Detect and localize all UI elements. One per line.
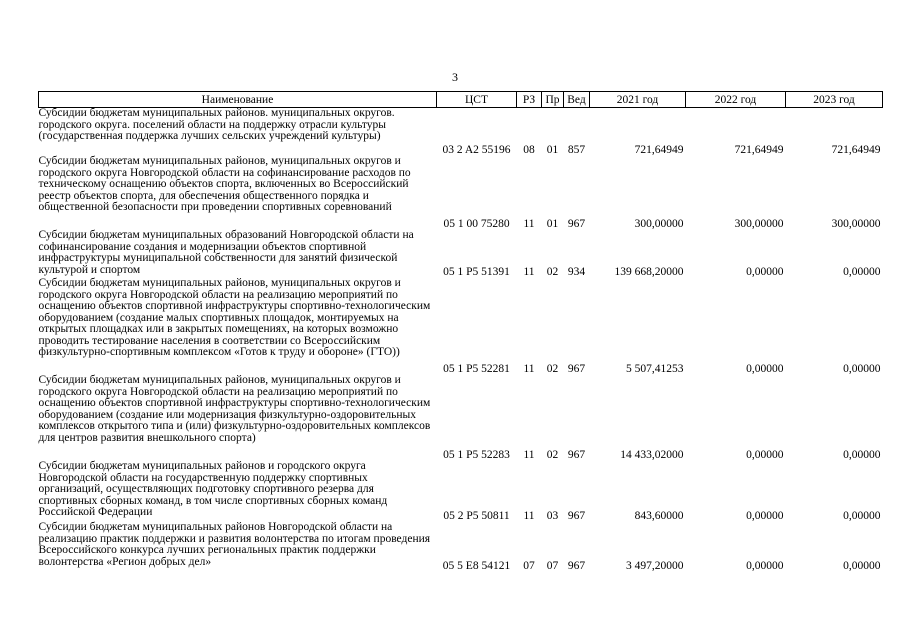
row-pr: 02 [546, 265, 559, 278]
row-2022: 0,00000 [746, 362, 784, 375]
row-2021: 139 668,20000 [614, 265, 684, 278]
row-2022: 300,00000 [734, 217, 784, 230]
row-pr: 07 [546, 559, 559, 572]
row-name: Субсидии бюджетам муниципальных районов Новгородской области на реализацию практик поддержки и развития волонтерства по итогам проведения Всероссийского конкурса лучших региональных практик поддержки волонтерства «Регион добрых дел» [38, 521, 431, 568]
row-2021: 300,00000 [634, 217, 684, 230]
row-name: Субсидии бюджетам муниципальных районов, муниципальных округов и городского округа Новгородской области на софинансирование расходов по техническому оснащению объектов спорта, включенных во Всероссийский реестр объектов спорта, для обеспечения общественного порядка и общественной безопасности при проведении спортивных соревнований [38, 155, 411, 213]
header-rz: РЗ [517, 92, 542, 108]
row-pr: 02 [546, 448, 559, 461]
row-2021: 14 433,02000 [620, 448, 684, 461]
row-cst: 05 1 P5 52283 [443, 448, 510, 461]
header-ved: Вед [564, 92, 590, 108]
row-2023: 300,00000 [831, 217, 881, 230]
header-2021: 2021 год [590, 92, 686, 108]
table-row [39, 461, 883, 522]
row-2022: 0,00000 [746, 559, 784, 572]
row-2023: 0,00000 [843, 362, 881, 375]
header-2023: 2023 год [786, 92, 883, 108]
row-2022: 0,00000 [746, 509, 784, 522]
row-rz: 11 [523, 362, 535, 375]
table-row [39, 156, 883, 230]
row-cst: 05 5 E8 54121 [442, 559, 511, 572]
row-pr: 02 [546, 362, 559, 375]
table-row [39, 108, 883, 157]
header-name: Наименование [39, 92, 437, 108]
row-rz: 07 [523, 559, 535, 572]
row-ved: 967 [567, 448, 586, 461]
row-2021: 5 507,41253 [626, 362, 684, 375]
row-2023: 0,00000 [843, 265, 881, 278]
row-rz: 11 [523, 448, 535, 461]
row-pr: 01 [546, 217, 559, 230]
row-cst: 05 1 P5 51391 [443, 265, 510, 278]
row-ved: 857 [567, 143, 586, 156]
page-number: 3 [452, 70, 458, 84]
row-cst: 05 1 00 75280 [443, 217, 510, 230]
header-cst: ЦСТ [437, 92, 517, 108]
row-ved: 934 [567, 265, 586, 278]
row-rz: 11 [523, 217, 535, 230]
row-2021: 3 497,20000 [626, 559, 684, 572]
row-pr: 01 [546, 143, 559, 156]
table-row [39, 375, 883, 461]
row-2023: 0,00000 [843, 509, 881, 522]
row-2021: 721,64949 [634, 143, 684, 156]
header-row [39, 92, 883, 108]
row-cst: 05 2 P5 50811 [443, 509, 510, 522]
row-2022: 0,00000 [746, 448, 784, 461]
row-name: Субсидии бюджетам муниципальных районов. муниципальных округов. городского округа. поселений области на поддержку отрасли культуры (государственная поддержка лучших сельских учреждений культуры) [38, 107, 395, 142]
row-2021: 843,60000 [634, 509, 684, 522]
row-name: Субсидии бюджетам муниципальных районов, муниципальных округов и городского округа Новгородской области на реализацию мероприятий по оснащению объектов спортивной инфраструктуры спортивно-технологическим оборудованием (создание малых спортивных площадок, монтируемых на открытых площадках или в закрытых помещениях, на которых возможно проводить тестирование населения в соответствии со Всероссийским физкультурно-спортивным комплексом «Готов к труду и обороне» (ГТО)) [38, 277, 431, 358]
row-ved: 967 [567, 362, 586, 375]
row-cst: 03 2 A2 55196 [442, 143, 511, 156]
row-name: Субсидии бюджетам муниципальных районов, муниципальных округов и городского округа Новгородской области на реализацию мероприятий по оснащению объектов спортивной инфраструктуры спортивно-технологическим оборудованием (создание или модернизация физкультурно-оздоровительных комплексов открытого типа и (или) физкультурно-оздоровительных комплексов для центров развития внешкольного спорта) [38, 374, 431, 444]
header-pr: Пр [542, 92, 564, 108]
row-2022: 0,00000 [746, 265, 784, 278]
row-2023: 0,00000 [843, 559, 881, 572]
table-row [39, 230, 883, 278]
row-name: Субсидии бюджетам муниципальных образований Новгородской области на софинансирование создания и модернизации объектов спортивной инфраструктуры муниципальной собственности для занятий физической культурой и спортом [38, 229, 414, 276]
table-row [39, 522, 883, 572]
row-cst: 05 1 P5 52281 [443, 362, 510, 375]
row-2023: 0,00000 [843, 448, 881, 461]
row-ved: 967 [567, 559, 586, 572]
row-rz: 08 [523, 143, 535, 156]
row-name: Субсидии бюджетам муниципальных районов и городского округа Новгородской области на государственную поддержку спортивных организаций, осуществляющих подготовку спортивного резерва для спортивных сборных команд, в том числе спортивных сборных команд Российской Федерации [38, 460, 388, 518]
table-row [39, 278, 883, 375]
row-ved: 967 [567, 217, 586, 230]
header-2022: 2022 год [686, 92, 786, 108]
row-2022: 721,64949 [734, 143, 784, 156]
row-ved: 967 [567, 509, 586, 522]
budget-table [38, 91, 883, 572]
row-rz: 11 [523, 509, 535, 522]
row-2023: 721,64949 [831, 143, 881, 156]
row-pr: 03 [546, 509, 559, 522]
row-rz: 11 [523, 265, 535, 278]
